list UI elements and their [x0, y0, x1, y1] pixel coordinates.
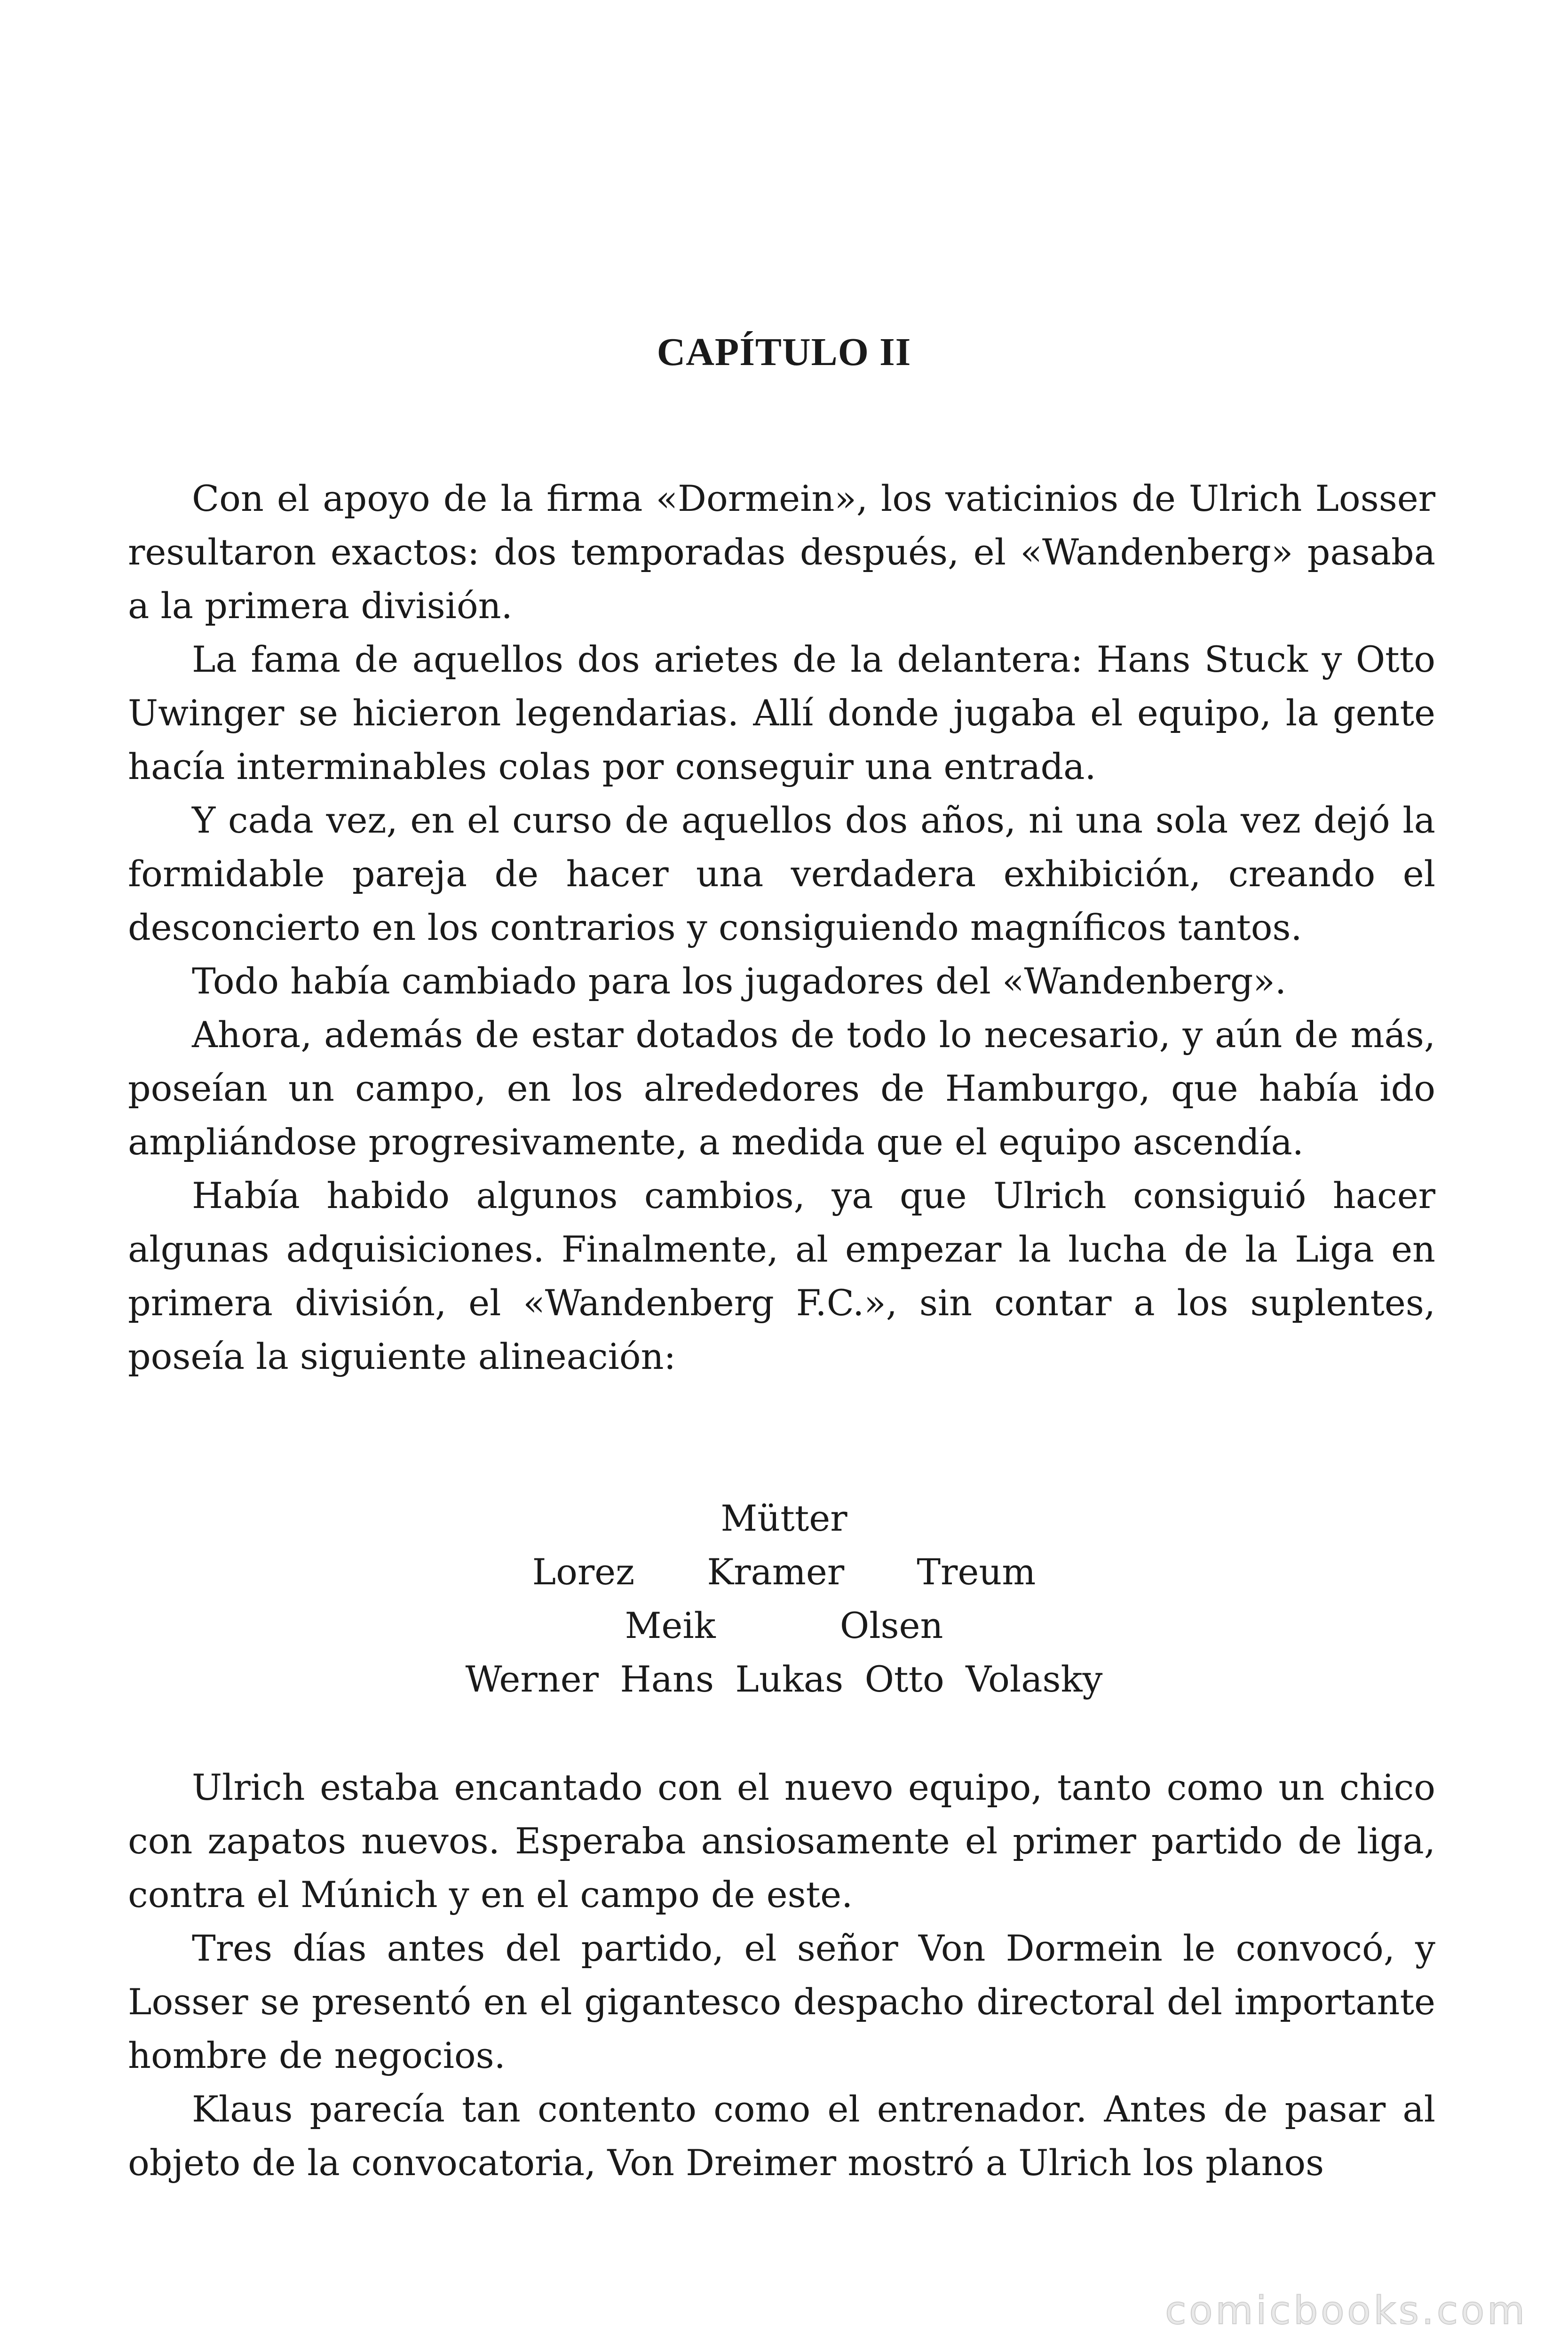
text-block-before-lineup	[128, 472, 1435, 1383]
player-name: Kramer	[707, 1551, 845, 1593]
paragraph: Ahora, además de estar dotados de todo lo necesario, y aún de más, poseían un campo, en los alrededores de Hamburgo, que había ido ampliándose progresivamente, a medida que el equipo ascendía.	[128, 1014, 1435, 1163]
lineup-row-midfield	[0, 1599, 1568, 1653]
team-lineup	[0, 1492, 1568, 1706]
player-name: Hans	[620, 1658, 714, 1700]
paragraph: Y cada vez, en el curso de aquellos dos años, ni una sola vez dejó la formidable pareja de hacer una verdadera exhibición, creando el desconcierto en los contrarios y consiguiendo magníficos tantos.	[128, 799, 1435, 948]
player-name: Volasky	[966, 1658, 1103, 1700]
paragraph: Ulrich estaba encantado con el nuevo equipo, tanto como un chico con zapatos nuevos. Esperaba ansiosamente el primer partido de liga, contra el Múnich y en el campo de este.	[128, 1766, 1435, 1915]
paragraph: Había habido algunos cambios, ya que Ulrich consiguió hacer algunas adquisiciones. Finalmente, al empezar la lucha de la Liga en primera división, el «Wandenberg F.C.», sin contar a los suplentes, poseía la siguiente alineación:	[128, 1175, 1435, 1377]
player-name: Mütter	[721, 1497, 847, 1539]
lineup-row-goalkeeper	[0, 1492, 1568, 1545]
paragraph: Con el apoyo de la firma «Dormein», los vaticinios de Ulrich Losser resultaron exactos: dos temporadas después, el «Wandenberg» pasaba a la primera división.	[128, 477, 1435, 627]
player-name: Meik	[625, 1605, 716, 1646]
chapter-title: CAPÍTULO II	[657, 330, 911, 374]
player-name: Treum	[917, 1551, 1036, 1593]
player-name: Olsen	[839, 1605, 943, 1646]
watermark: comicbooks.com	[1165, 2288, 1528, 2333]
paragraph: Todo había cambiado para los jugadores del «Wandenberg».	[192, 960, 1287, 1002]
paragraph: Tres días antes del partido, el señor Von Dormein le convocó, y Losser se presentó en el gigantesco despacho directoral del importante hombre de negocios.	[128, 1927, 1435, 2076]
player-name: Lukas	[735, 1658, 844, 1700]
text-block-after-lineup	[128, 1761, 1435, 2190]
lineup-row-defense	[0, 1545, 1568, 1599]
paragraph: La fama de aquellos dos arietes de la delantera: Hans Stuck y Otto Uwinger se hicieron legendarias. Allí donde jugaba el equipo, la gente hacía interminables colas por conseguir una entrada.	[128, 638, 1435, 787]
player-name: Lorez	[532, 1551, 635, 1593]
lineup-row-forwards	[0, 1653, 1568, 1706]
player-name: Werner	[465, 1658, 599, 1700]
paragraph: Klaus parecía tan contento como el entrenador. Antes de pasar al objeto de la convocatoria, Von Dreimer mostró a Ulrich los planos	[128, 2088, 1435, 2184]
player-name: Otto	[864, 1658, 944, 1700]
